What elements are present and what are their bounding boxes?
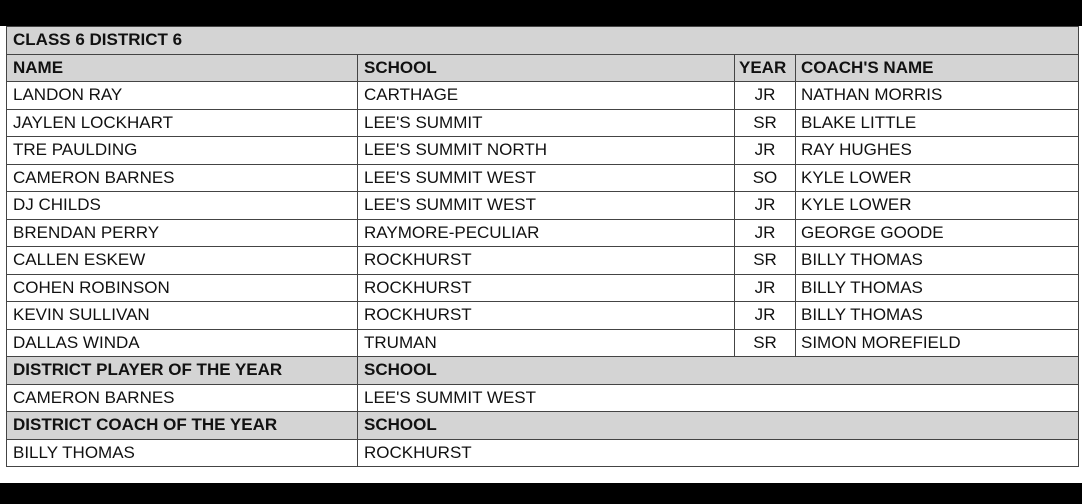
player-name: DALLAS WINDA (7, 329, 358, 357)
player-school: TRUMAN (358, 329, 735, 357)
player-row (7, 109, 1079, 137)
player-school: ROCKHURST (358, 274, 735, 302)
player-of-year-name: CAMERON BARNES (7, 384, 358, 412)
school-header: SCHOOL (358, 54, 735, 82)
player-school: ROCKHURST (358, 247, 735, 275)
player-school: LEE'S SUMMIT WEST (358, 192, 735, 220)
player-name: JAYLEN LOCKHART (7, 109, 358, 137)
district-title-row (7, 27, 1079, 55)
name-header: NAME (7, 54, 358, 82)
player-school: ROCKHURST (358, 302, 735, 330)
player-coach: RAY HUGHES (796, 137, 1079, 165)
player-coach: NATHAN MORRIS (796, 82, 1079, 110)
player-year: SO (735, 164, 796, 192)
player-of-year-school: LEE'S SUMMIT WEST (358, 384, 1079, 412)
player-name: COHEN ROBINSON (7, 274, 358, 302)
top-black-bar (0, 0, 1082, 26)
player-school: RAYMORE-PECULIAR (358, 219, 735, 247)
player-row (7, 137, 1079, 165)
coach-header: COACH'S NAME (796, 54, 1079, 82)
player-of-year-header: DISTRICT PLAYER OF THE YEAR (7, 357, 358, 385)
player-coach: BILLY THOMAS (796, 274, 1079, 302)
district-title: CLASS 6 DISTRICT 6 (7, 27, 1079, 55)
player-coach: SIMON MOREFIELD (796, 329, 1079, 357)
player-name: CAMERON BARNES (7, 164, 358, 192)
player-school: LEE'S SUMMIT NORTH (358, 137, 735, 165)
player-row (7, 192, 1079, 220)
player-coach: BILLY THOMAS (796, 247, 1079, 275)
player-year: SR (735, 247, 796, 275)
coach-of-year-header-row (7, 412, 1079, 440)
player-coach: GEORGE GOODE (796, 219, 1079, 247)
player-year: JR (735, 302, 796, 330)
all-district-sheet (0, 26, 1082, 483)
column-header-row (7, 54, 1079, 82)
coach-of-year-school: ROCKHURST (358, 439, 1079, 467)
coach-of-year-name: BILLY THOMAS (7, 439, 358, 467)
player-year: JR (735, 219, 796, 247)
player-row (7, 247, 1079, 275)
player-name: BRENDAN PERRY (7, 219, 358, 247)
player-school: LEE'S SUMMIT (358, 109, 735, 137)
player-of-year-row (7, 384, 1079, 412)
player-school: LEE'S SUMMIT WEST (358, 164, 735, 192)
coach-of-year-row (7, 439, 1079, 467)
all-district-table (6, 26, 1079, 467)
player-year: JR (735, 137, 796, 165)
player-name: LANDON RAY (7, 82, 358, 110)
player-row (7, 302, 1079, 330)
player-of-year-header-row (7, 357, 1079, 385)
player-school: CARTHAGE (358, 82, 735, 110)
player-year: JR (735, 192, 796, 220)
player-year: JR (735, 274, 796, 302)
bottom-black-bar (0, 483, 1082, 504)
player-name: TRE PAULDING (7, 137, 358, 165)
player-coach: BLAKE LITTLE (796, 109, 1079, 137)
year-header: YEAR (735, 54, 796, 82)
player-year: SR (735, 329, 796, 357)
player-year: JR (735, 82, 796, 110)
player-name: DJ CHILDS (7, 192, 358, 220)
player-row (7, 274, 1079, 302)
coach-of-year-header: DISTRICT COACH OF THE YEAR (7, 412, 358, 440)
player-coach: BILLY THOMAS (796, 302, 1079, 330)
player-coach: KYLE LOWER (796, 164, 1079, 192)
player-coach: KYLE LOWER (796, 192, 1079, 220)
player-of-year-school-header: SCHOOL (358, 357, 1079, 385)
player-row (7, 164, 1079, 192)
coach-of-year-school-header: SCHOOL (358, 412, 1079, 440)
player-name: CALLEN ESKEW (7, 247, 358, 275)
player-name: KEVIN SULLIVAN (7, 302, 358, 330)
player-row (7, 329, 1079, 357)
player-row (7, 82, 1079, 110)
player-row (7, 219, 1079, 247)
player-year: SR (735, 109, 796, 137)
